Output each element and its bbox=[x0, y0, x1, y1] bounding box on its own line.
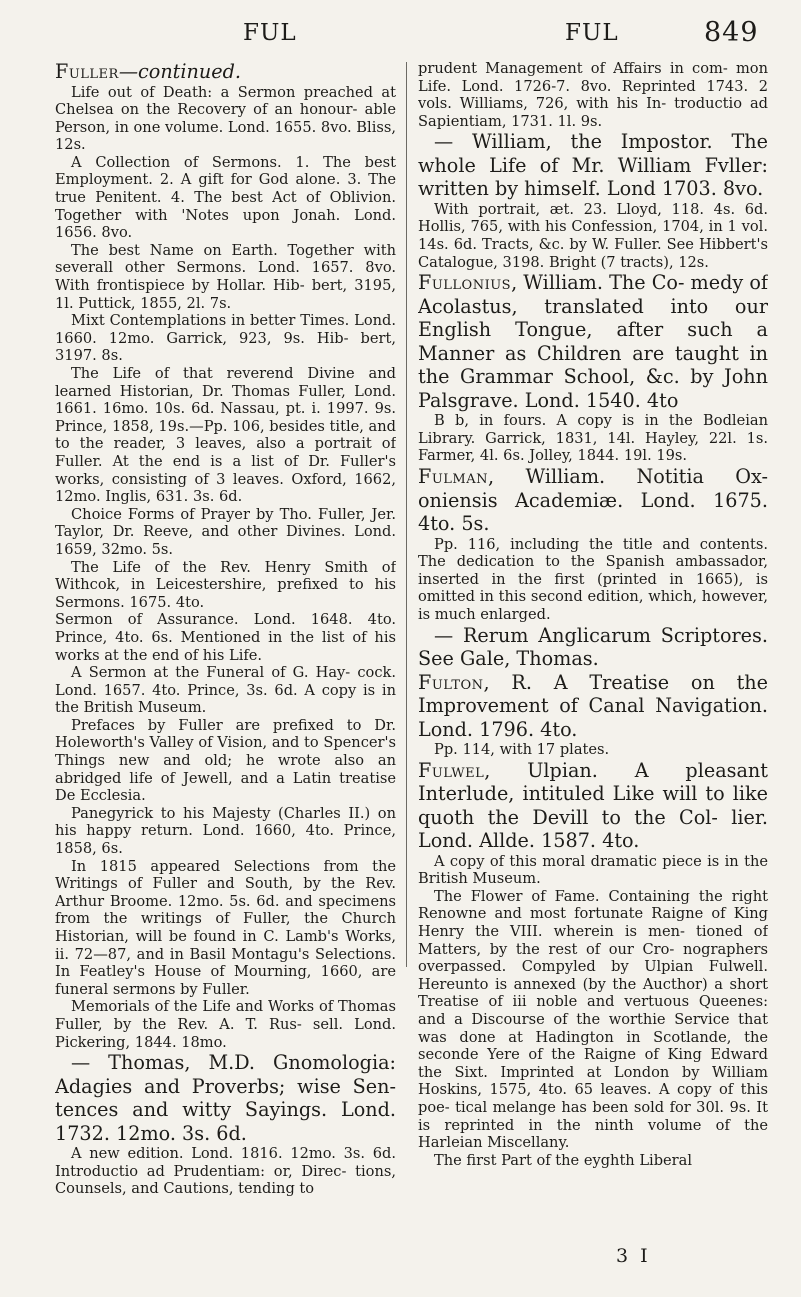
left-column bbox=[55, 60, 396, 1270]
entry-text-segment: Fulton bbox=[418, 670, 484, 694]
entry-text-segment: , William. The Co- medy of Acolastus, translated into our English Tongue, after such a Manner as Children are taught in the Grammar School, &c. by John Palsgrave. Lond. 1540. 4to bbox=[418, 271, 768, 412]
right-column-paragraph: With portrait, æt. 23. Lloyd, 118. 4s. 6d. Hollis, 765, with his Confession, 1704, in 1 vol. 14s. 6d. Tracts, &c. by W. Fuller. See Hibbert's Catalogue, 3198. Bright (7 tracts), 12s. bbox=[418, 200, 768, 271]
left-column-paragraph: Choice Forms of Prayer by Tho. Fuller, Jer. Taylor, Dr. Reeve, and other Divines. Lond. 1659, 32mo. 5s. bbox=[55, 505, 396, 558]
left-column-paragraph bbox=[55, 60, 396, 84]
page-number: 849 bbox=[704, 17, 759, 48]
left-column-paragraph: In 1815 appeared Selections from the Writings of Fuller and South, by the Rev. Arthur Broome. 12mo. 5s. 6d. and specimens from the writings of Fuller, the Church Historian, will be found in C. Lamb's Works, ii. 72—87, and in Basil Montagu's Selections. In Featley's House of Mourning, 1660, are funeral sermons by Fuller. bbox=[55, 857, 396, 998]
right-column-paragraph bbox=[418, 465, 768, 536]
entry-text-segment: , Ulpian. A pleasant Interlude, intituled Like will to like quoth the Devill to the Col- lier. Lond. Allde. 1587. 4to. bbox=[418, 758, 768, 853]
right-column-paragraph: A copy of this moral dramatic piece is in the British Museum. bbox=[418, 852, 768, 888]
right-column-paragraph: B b, in fours. A copy is in the Bodleian Library. Garrick, 1831, 14l. Hayley, 22l. 1s. Farmer, 4l. 6s. Jolley, 1844. 19l. 19s. bbox=[418, 412, 768, 465]
right-column-paragraph: Pp. 116, including the title and contents. The dedication to the Spanish ambassador, inserted in the first (printed in 1665), is omitted in this second edition, which, however, is much enlarged. bbox=[418, 535, 768, 623]
entry-text-segment: Fulman bbox=[418, 465, 488, 489]
left-column-paragraph: Life out of Death: a Sermon preached at Chelsea on the Recovery of an honour- able Person, in one volume. Lond. 1655. 8vo. Bliss, 12s. bbox=[55, 83, 396, 154]
right-column bbox=[418, 60, 768, 1270]
left-column-paragraph: The Life of that reverend Divine and learned Historian, Dr. Thomas Fuller, Lond. 1661. 16mo. 10s. 6d. Nassau, pt. i. 1997. 9s. Prince, 1858, 19s.—Pp. 106, besides title, and to the reader, 3 leaves, also a portrait of Fuller. At the end is a list of Dr. Fuller's works, consisting of 3 leaves. Oxford, 1662, 12mo. Inglis, 631. 3s. 6d. bbox=[55, 365, 396, 506]
left-column-paragraph: The best Name on Earth. Together with severall other Sermons. Lond. 1657. 8vo. With frontispiece by Hollar. Hib- bert, 3195, 1l. Puttick, 1855, 2l. 7s. bbox=[55, 241, 396, 312]
right-column-paragraph: The Flower of Fame. Containing the right Renowne and most fortunate Raigne of King Henry the VIII. wherein is men- tioned of Matters, by the rest of our Cro- nographers overpassed. Compyled by Ulpian Fulwell. Hereunto is annexed (by the Aucthor) a short Treatise of iii noble and vertuous Queenes: and a Discourse of the worthie Service that was done at Hadington in Scotlande, the seconde Yere of the Raigne of King Edward the Sixt. Imprinted at London by William Hoskins, 1575, 4to. 65 leaves. A copy of this poe- tical melange has been sold for 30l. 9s. It is reprinted in the ninth volume of the Harleian Miscellany. bbox=[418, 887, 768, 1152]
left-column-paragraph: The Life of the Rev. Henry Smith of Withcok, in Leicestershire, prefixed to his Sermons. 1675. 4to. bbox=[55, 558, 396, 611]
entry-text-segment: Fuller bbox=[55, 60, 119, 83]
entry-text-segment: Fulwel bbox=[418, 758, 485, 782]
column-divider bbox=[406, 62, 407, 967]
right-column-paragraph: prudent Management of Affairs in com- mon Life. Lond. 1726-7. 8vo. Reprinted 1743. 2 vols. Williams, 726, with his In- troductio ad Sapientiam, 1731. 1l. 9s. bbox=[418, 60, 768, 130]
left-column-paragraph: Sermon of Assurance. Lond. 1648. 4to. Prince, 4to. 6s. Mentioned in the list of his works at the end of his Life. bbox=[55, 611, 396, 664]
left-column-paragraph: Prefaces by Fuller are prefixed to Dr. Holeworth's Valley of Vision, and to Spencer's Things new and old; he wrote also an abridged life of Jewell, and a Latin treatise De Ecclesia. bbox=[55, 716, 396, 805]
entry-text-segment: Fullonius bbox=[418, 271, 512, 295]
header-right-word: FUL bbox=[565, 20, 619, 46]
left-column-paragraph: Mixt Contemplations in better Times. Lond. 1660. 12mo. Garrick, 923, 9s. Hib- bert, 3197. 8s. bbox=[55, 312, 396, 365]
right-column-paragraph bbox=[418, 759, 768, 853]
running-header bbox=[0, 17, 801, 60]
left-column-paragraph: A Collection of Sermons. 1. The best Employment. 2. A gift for God alone. 3. The true Penitent. 4. The best Act of Oblivion. Together with 'Notes upon Jonah. Lond. 1656. 8vo. bbox=[55, 153, 396, 242]
right-column-paragraph: Pp. 114, with 17 plates. bbox=[434, 741, 610, 758]
left-column-paragraph: Memorials of the Life and Works of Thomas Fuller, by the Rev. A. T. Rus- sell. Lond. Pickering, 1844. 18mo. bbox=[55, 998, 396, 1051]
right-column-paragraph: The first Part of the eyghth Liberal bbox=[434, 1151, 693, 1169]
signature-mark: 3 I bbox=[616, 1245, 651, 1267]
right-column-paragraph: — Rerum Anglicarum Scriptores. See Gale, Thomas. bbox=[418, 623, 768, 670]
right-column-paragraph bbox=[418, 671, 768, 742]
left-column-paragraph: Panegyrick to his Majesty (Charles II.) on his happy return. Lond. 1660, 4to. Prince, 1858, 6s. bbox=[55, 804, 396, 858]
left-column-paragraph: — Thomas, M.D. Gnomologia: Adagies and Proverbs; wise Sen- tences and witty Sayings. Lond. 1732. 12mo. 3s. 6d. bbox=[55, 1051, 396, 1145]
header-left-word: FUL bbox=[243, 20, 297, 46]
entry-text-segment: , R. A Treatise on the Improvement of Canal Navigation. Lond. 1796. 4to. bbox=[418, 670, 768, 741]
left-column-paragraph: A new edition. Lond. 1816. 12mo. 3s. 6d. Introductio ad Prudentiam: or, Direc- tions, Counsels, and Cautions, tending to bbox=[55, 1145, 396, 1198]
right-column-paragraph bbox=[418, 271, 768, 412]
entry-text-segment: , William. Notitia Ox- oniensis Academiæ. Lond. 1675. 4to. 5s. bbox=[418, 465, 768, 536]
right-column-paragraph: — William, the Impostor. The whole Life of Mr. William Fvller: written by himself. Lond 1703. 8vo. bbox=[418, 130, 768, 201]
left-column-paragraph: A Sermon at the Funeral of G. Hay- cock. Lond. 1657. 4to. Prince, 3s. 6d. A copy is in the British Museum. bbox=[55, 664, 396, 717]
entry-text-segment: —continued. bbox=[118, 60, 241, 83]
